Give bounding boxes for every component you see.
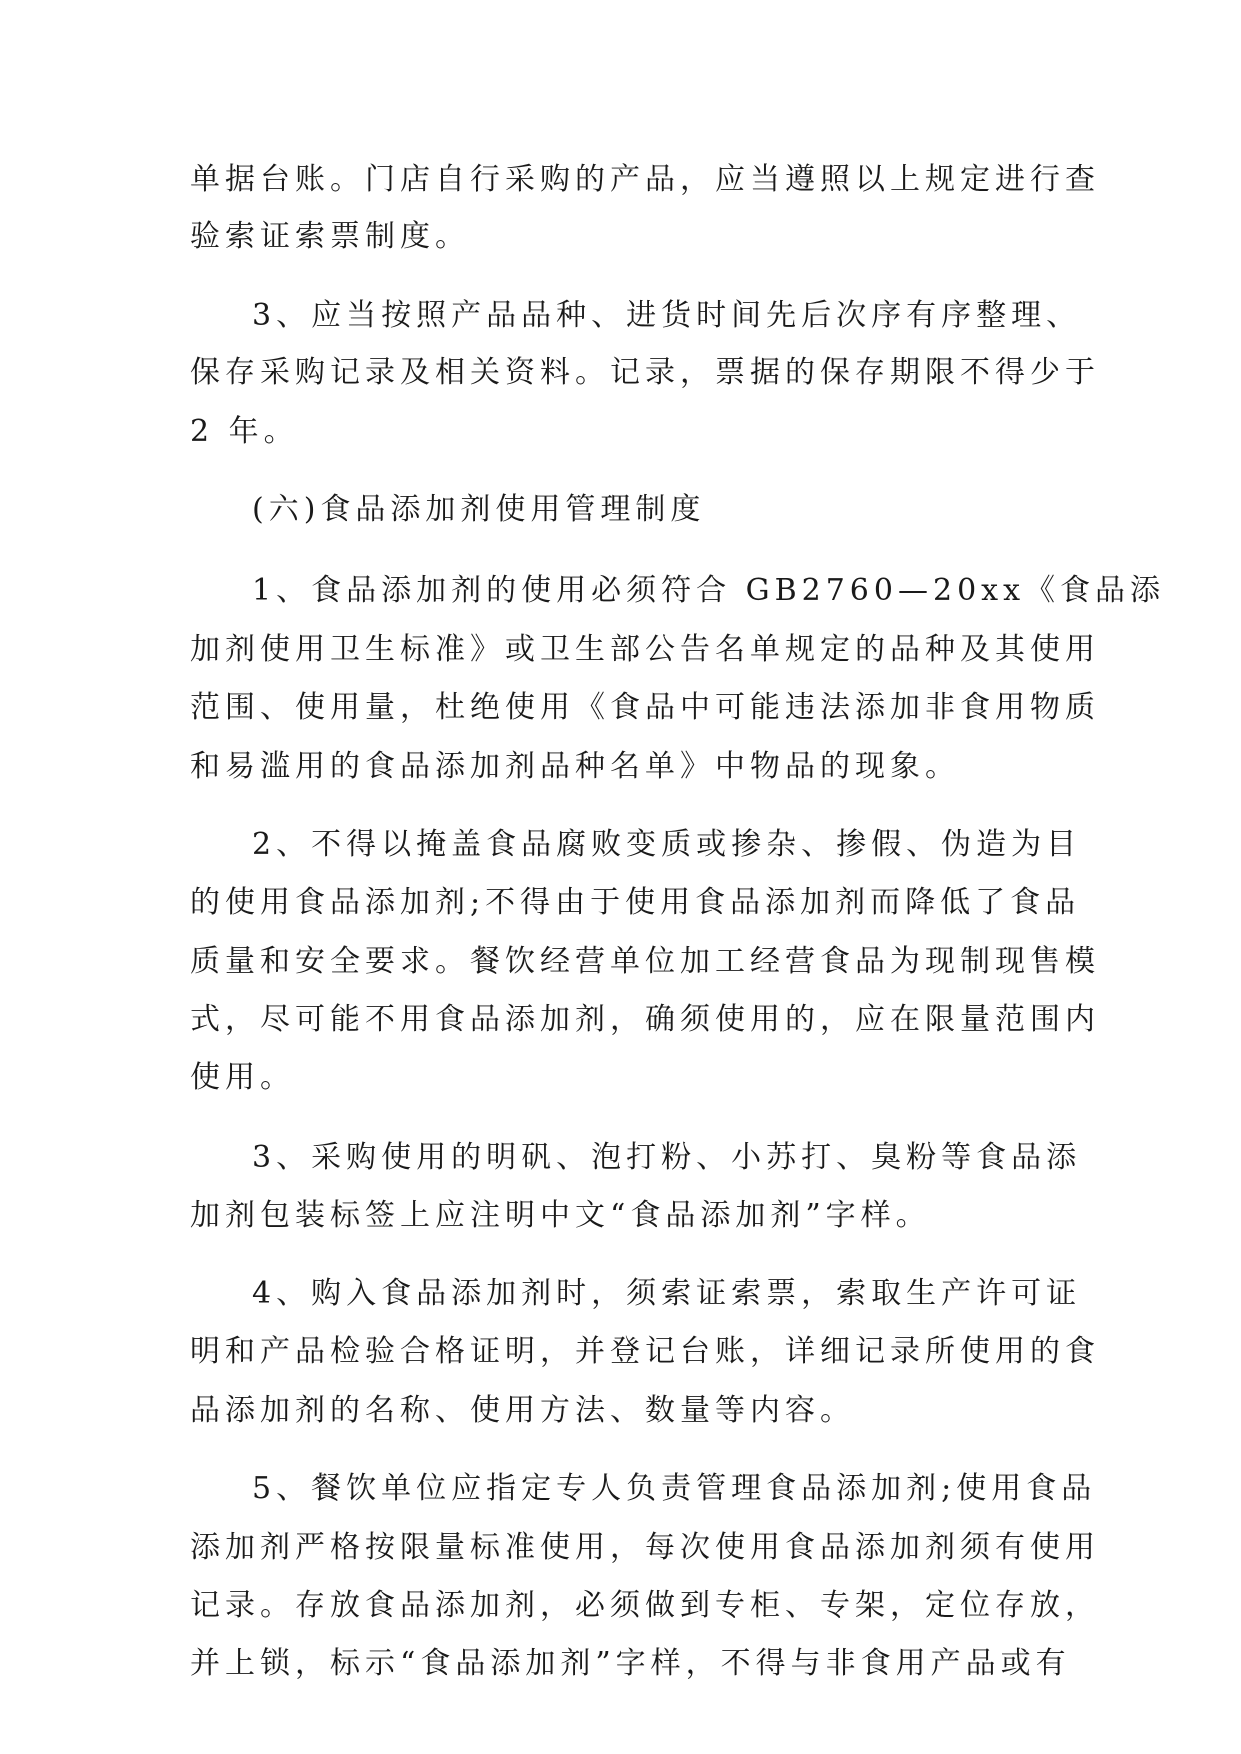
text-line: 2 年。 — [190, 414, 299, 449]
text-line: 2、不得以掩盖食品腐败变质或掺杂、掺假、伪造为目 — [252, 827, 1082, 862]
text-line: 质量和安全要求。餐饮经营单位加工经营食品为现制现售模 — [190, 944, 1100, 979]
text-line: 范围、使用量，杜绝使用《食品中可能违法添加非食用物质 — [190, 690, 1100, 725]
text-line: 明和产品检验合格证明，并登记台账，详细记录所使用的食 — [190, 1334, 1100, 1369]
text-line: 式，尽可能不用食品添加剂，确须使用的，应在限量范围内 — [190, 1002, 1100, 1037]
text-line: 加剂使用卫生标准》或卫生部公告名单规定的品种及其使用 — [190, 632, 1100, 667]
text-line: 记录。存放食品添加剂，必须做到专柜、专架，定位存放， — [190, 1588, 1100, 1623]
text-line: 和易滥用的食品添加剂品种名单》中物品的现象。 — [190, 749, 960, 784]
text-line: 3、采购使用的明矾、泡打粉、小苏打、臭粉等食品添 — [252, 1140, 1082, 1175]
text-line: 并上锁，标示“食品添加剂”字样，不得与非食用产品或有 — [190, 1646, 1071, 1681]
text-line: 验索证索票制度。 — [190, 219, 470, 254]
section-heading: (六)食品添加剂使用管理制度 — [252, 492, 706, 527]
text-line: 品添加剂的名称、使用方法、数量等内容。 — [190, 1393, 855, 1428]
text-line: 5、餐饮单位应指定专人负责管理食品添加剂;使用食品 — [252, 1471, 1097, 1506]
text-line: 单据台账。门店自行采购的产品，应当遵照以上规定进行查 — [190, 162, 1100, 197]
text-line: 1、食品添加剂的使用必须符合 GB2760—20xx《食品添 — [252, 573, 1165, 608]
text-line: 4、购入食品添加剂时，须索证索票，索取生产许可证 — [252, 1276, 1082, 1311]
text-line: 添加剂严格按限量标准使用，每次使用食品添加剂须有使用 — [190, 1530, 1100, 1565]
text-line: 使用。 — [190, 1060, 295, 1095]
text-line: 加剂包装标签上应注明中文“食品添加剂”字样。 — [190, 1198, 931, 1233]
text-line: 保存采购记录及相关资料。记录，票据的保存期限不得少于 — [190, 355, 1100, 390]
text-line: 3、应当按照产品品种、进货时间先后次序有序整理、 — [252, 298, 1082, 333]
text-line: 的使用食品添加剂;不得由于使用食品添加剂而降低了食品 — [190, 885, 1081, 920]
